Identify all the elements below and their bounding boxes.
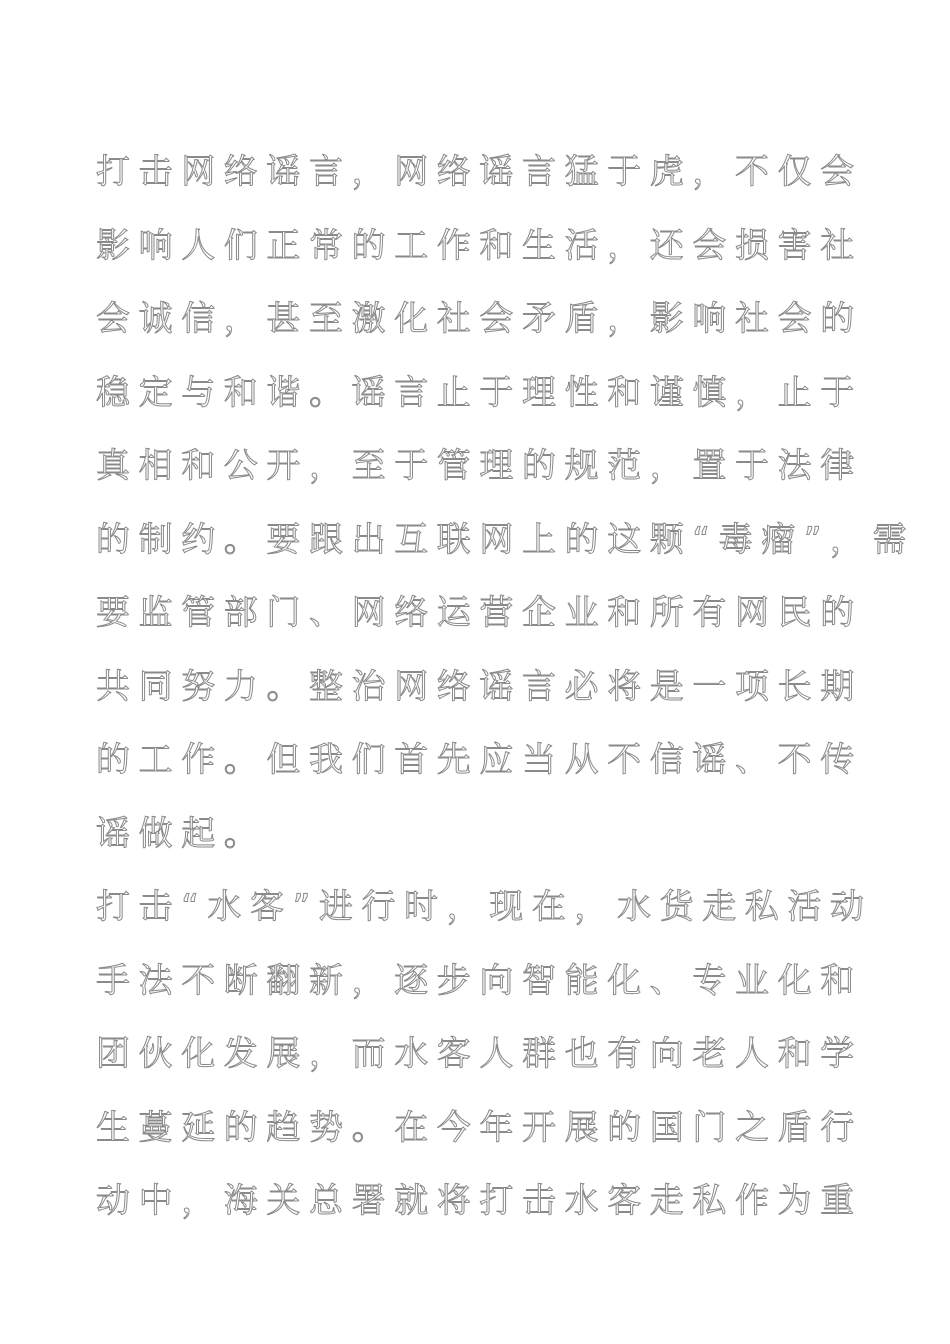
text-line: 的工作。但我们首先应当从不信谣、不传 [96,740,863,780]
document-body [96,136,916,1239]
text-line: 要监管部门、网络运营企业和所有网民的 [96,593,863,633]
text-line: 团伙化发展，而水客人群也有向老人和学 [96,1034,863,1074]
text-line: 稳定与和谐。谣言止于理性和谨慎，止于 [96,372,863,413]
text-line: 会诚信，甚至激化社会矛盾，影响社会的 [96,299,863,339]
text-line: 谣做起。 [96,813,267,854]
text-line: 真相和公开，至于管理的规范，置于法律 [96,446,863,486]
text-line: 动中，海关总署就将打击水客走私作为重 [96,1181,863,1221]
text-line: 打击“水客”进行时，现在，水货走私活动 [96,887,873,927]
paragraph [96,136,916,871]
text-line: 打击网络谣言，网络谣言猛于虎，不仅会 [96,152,863,192]
text-line: 影响人们正常的工作和生活，还会损害社 [96,225,863,266]
paragraph [96,871,873,1239]
text-line: 手法不断翻新，逐步向智能化、专业化和 [96,960,863,1001]
text-line: 生蔓延的趋势。在今年开展的国门之盾行 [96,1107,863,1148]
text-line: 共同努力。整治网络谣言必将是一项长期 [96,666,863,707]
text-line: 的制约。要跟出互联网上的这颗“毒瘤”，需 [96,519,916,560]
